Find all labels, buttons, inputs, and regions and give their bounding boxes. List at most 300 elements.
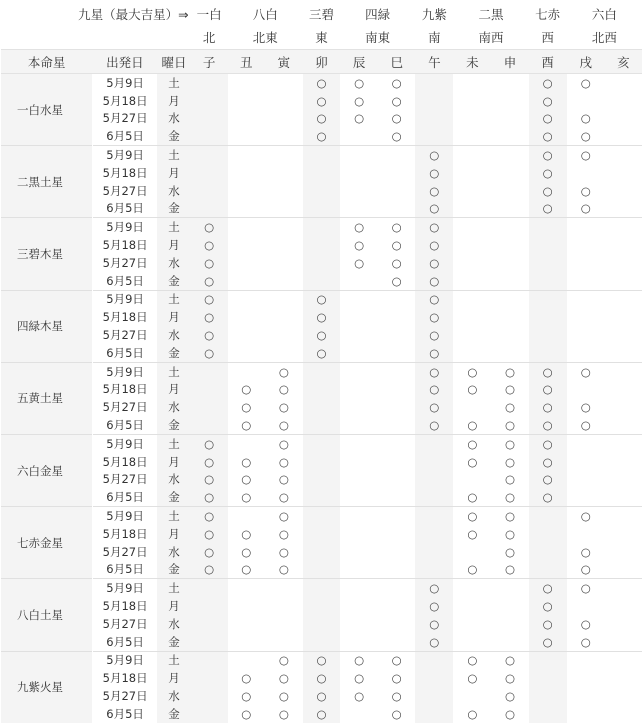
weekday: 月 xyxy=(157,597,190,615)
empty-cell xyxy=(378,344,415,362)
empty-cell xyxy=(605,561,642,579)
empty-cell xyxy=(605,127,642,145)
lucky-mark: ○ xyxy=(415,416,453,434)
lucky-mark: ○ xyxy=(567,74,605,92)
lucky-mark: ○ xyxy=(191,344,228,362)
empty-cell xyxy=(567,434,605,452)
weekday: 土 xyxy=(157,290,190,308)
table-row xyxy=(1,290,642,308)
empty-cell xyxy=(340,416,378,434)
empty-cell xyxy=(415,453,453,471)
table-row xyxy=(1,687,642,705)
lucky-mark: ○ xyxy=(415,254,453,272)
empty-cell xyxy=(529,254,567,272)
empty-cell xyxy=(191,615,228,633)
lucky-mark: ○ xyxy=(265,561,303,579)
lucky-mark: ○ xyxy=(228,543,265,561)
lucky-mark: ○ xyxy=(453,705,491,723)
table-row xyxy=(1,507,642,525)
lucky-mark: ○ xyxy=(303,669,340,687)
lucky-mark: ○ xyxy=(303,74,340,92)
honmei-star-label: 六白金星 xyxy=(1,434,92,506)
empty-cell xyxy=(605,488,642,506)
empty-cell xyxy=(567,669,605,687)
departure-date: 5月9日 xyxy=(92,362,157,380)
empty-cell xyxy=(491,92,528,110)
empty-cell xyxy=(228,579,265,597)
weekday: 水 xyxy=(157,543,190,561)
empty-cell xyxy=(491,579,528,597)
empty-cell xyxy=(265,164,303,182)
departure-date: 5月27日 xyxy=(92,398,157,416)
empty-cell xyxy=(265,110,303,128)
empty-cell xyxy=(265,579,303,597)
empty-cell xyxy=(529,543,567,561)
table-row xyxy=(1,200,642,218)
empty-cell xyxy=(340,488,378,506)
honmei-star-label: 四緑木星 xyxy=(1,290,92,362)
empty-cell xyxy=(529,344,567,362)
table-row xyxy=(1,182,642,200)
dir-west: 西 xyxy=(529,25,567,50)
empty-cell xyxy=(265,326,303,344)
departure-date: 5月27日 xyxy=(92,110,157,128)
empty-cell xyxy=(605,579,642,597)
lucky-mark: ○ xyxy=(191,488,228,506)
empty-cell xyxy=(453,200,491,218)
empty-cell xyxy=(567,272,605,290)
empty-cell xyxy=(303,200,340,218)
lucky-mark: ○ xyxy=(303,326,340,344)
empty-cell xyxy=(228,182,265,200)
empty-cell xyxy=(453,218,491,236)
empty-cell xyxy=(303,272,340,290)
col-weekday: 曜日 xyxy=(157,50,190,74)
empty-cell xyxy=(303,633,340,651)
empty-cell xyxy=(303,471,340,489)
lucky-mark: ○ xyxy=(191,434,228,452)
empty-cell xyxy=(378,597,415,615)
weekday: 水 xyxy=(157,615,190,633)
lucky-mark: ○ xyxy=(567,579,605,597)
empty-cell xyxy=(605,272,642,290)
table-row xyxy=(1,362,642,380)
lucky-mark: ○ xyxy=(529,200,567,218)
empty-cell xyxy=(378,182,415,200)
weekday: 土 xyxy=(157,146,190,164)
lucky-mark: ○ xyxy=(529,398,567,416)
lucky-mark: ○ xyxy=(529,362,567,380)
empty-cell xyxy=(491,308,528,326)
empty-cell xyxy=(340,597,378,615)
empty-cell xyxy=(567,687,605,705)
lucky-mark: ○ xyxy=(228,687,265,705)
empty-cell xyxy=(491,236,528,254)
col-ushi: 丑 xyxy=(228,50,265,74)
honmei-star-label: 二黒土星 xyxy=(1,146,92,218)
lucky-mark: ○ xyxy=(415,236,453,254)
table-row xyxy=(1,453,642,471)
empty-cell xyxy=(191,74,228,92)
empty-cell xyxy=(529,705,567,723)
empty-cell xyxy=(415,507,453,525)
empty-cell xyxy=(453,290,491,308)
lucky-mark: ○ xyxy=(303,687,340,705)
lucky-mark: ○ xyxy=(529,127,567,145)
lucky-mark: ○ xyxy=(415,290,453,308)
empty-cell xyxy=(378,543,415,561)
lucky-mark: ○ xyxy=(529,74,567,92)
empty-cell xyxy=(378,164,415,182)
empty-cell xyxy=(491,218,528,236)
empty-cell xyxy=(228,434,265,452)
empty-cell xyxy=(228,633,265,651)
lucky-mark: ○ xyxy=(265,398,303,416)
empty-cell xyxy=(605,633,642,651)
empty-cell xyxy=(491,615,528,633)
weekday: 土 xyxy=(157,434,190,452)
lucky-mark: ○ xyxy=(191,471,228,489)
empty-cell xyxy=(567,453,605,471)
lucky-mark: ○ xyxy=(491,705,528,723)
col-ne: 子 xyxy=(191,50,228,74)
lucky-mark: ○ xyxy=(415,362,453,380)
empty-cell xyxy=(529,236,567,254)
table-row xyxy=(1,525,642,543)
lucky-mark: ○ xyxy=(491,453,528,471)
empty-cell xyxy=(340,272,378,290)
lucky-mark: ○ xyxy=(567,615,605,633)
empty-cell xyxy=(340,633,378,651)
lucky-mark: ○ xyxy=(378,74,415,92)
col-mi: 巳 xyxy=(378,50,415,74)
empty-cell xyxy=(303,543,340,561)
empty-cell xyxy=(191,416,228,434)
empty-cell xyxy=(378,507,415,525)
empty-cell xyxy=(491,326,528,344)
empty-cell xyxy=(605,74,642,92)
empty-cell xyxy=(265,308,303,326)
departure-date: 5月9日 xyxy=(92,651,157,669)
lucky-mark: ○ xyxy=(265,453,303,471)
empty-cell xyxy=(605,597,642,615)
lucky-mark: ○ xyxy=(491,669,528,687)
empty-cell xyxy=(303,146,340,164)
table-row xyxy=(1,218,642,236)
empty-cell xyxy=(265,182,303,200)
departure-date: 6月5日 xyxy=(92,200,157,218)
empty-cell xyxy=(415,110,453,128)
lucky-mark: ○ xyxy=(491,398,528,416)
lucky-mark: ○ xyxy=(265,669,303,687)
lucky-mark: ○ xyxy=(453,362,491,380)
departure-date: 6月5日 xyxy=(92,705,157,723)
empty-cell xyxy=(567,164,605,182)
empty-cell xyxy=(567,290,605,308)
empty-cell xyxy=(605,182,642,200)
empty-cell xyxy=(605,326,642,344)
dir-east: 東 xyxy=(303,25,340,50)
lucky-mark: ○ xyxy=(491,543,528,561)
lucky-mark: ○ xyxy=(529,182,567,200)
table-row xyxy=(1,236,642,254)
empty-cell xyxy=(378,615,415,633)
dir-northwest: 北西 xyxy=(567,25,642,50)
departure-date: 5月27日 xyxy=(92,326,157,344)
lucky-mark: ○ xyxy=(265,488,303,506)
empty-cell xyxy=(378,326,415,344)
lucky-mark: ○ xyxy=(529,615,567,633)
honmei-star-label: 一白水星 xyxy=(1,74,92,146)
empty-cell xyxy=(453,74,491,92)
empty-cell xyxy=(191,164,228,182)
departure-date: 6月5日 xyxy=(92,272,157,290)
empty-cell xyxy=(567,597,605,615)
weekday: 金 xyxy=(157,705,190,723)
empty-cell xyxy=(415,651,453,669)
empty-cell xyxy=(228,272,265,290)
empty-cell xyxy=(567,92,605,110)
empty-cell xyxy=(378,290,415,308)
departure-date: 5月27日 xyxy=(92,543,157,561)
lucky-mark: ○ xyxy=(191,525,228,543)
lucky-mark: ○ xyxy=(453,669,491,687)
col-honmei: 本命星 xyxy=(1,50,92,74)
departure-date: 5月9日 xyxy=(92,146,157,164)
empty-cell xyxy=(529,218,567,236)
honmei-star-label: 九紫火星 xyxy=(1,651,92,723)
lucky-mark: ○ xyxy=(378,705,415,723)
lucky-mark: ○ xyxy=(567,561,605,579)
lucky-mark: ○ xyxy=(378,254,415,272)
col-tora: 寅 xyxy=(265,50,303,74)
departure-date: 5月9日 xyxy=(92,434,157,452)
lucky-mark: ○ xyxy=(453,453,491,471)
departure-date: 5月18日 xyxy=(92,669,157,687)
table-row xyxy=(1,146,642,164)
empty-cell xyxy=(265,218,303,236)
lucky-mark: ○ xyxy=(265,471,303,489)
empty-cell xyxy=(340,561,378,579)
lucky-mark: ○ xyxy=(303,705,340,723)
lucky-mark: ○ xyxy=(415,218,453,236)
lucky-mark: ○ xyxy=(529,471,567,489)
empty-cell xyxy=(491,127,528,145)
empty-cell xyxy=(453,326,491,344)
empty-cell xyxy=(191,146,228,164)
lucky-mark: ○ xyxy=(415,344,453,362)
weekday: 金 xyxy=(157,272,190,290)
empty-cell xyxy=(228,146,265,164)
empty-cell xyxy=(303,597,340,615)
lucky-mark: ○ xyxy=(303,651,340,669)
empty-cell xyxy=(605,669,642,687)
lucky-mark: ○ xyxy=(378,669,415,687)
lucky-mark: ○ xyxy=(415,633,453,651)
lucky-mark: ○ xyxy=(340,687,378,705)
empty-cell xyxy=(378,561,415,579)
lucky-mark: ○ xyxy=(491,507,528,525)
empty-cell xyxy=(605,705,642,723)
empty-cell xyxy=(191,579,228,597)
empty-cell xyxy=(605,525,642,543)
empty-cell xyxy=(415,543,453,561)
empty-cell xyxy=(340,434,378,452)
empty-cell xyxy=(567,218,605,236)
empty-cell xyxy=(191,200,228,218)
empty-cell xyxy=(453,633,491,651)
empty-cell xyxy=(228,218,265,236)
weekday: 月 xyxy=(157,164,190,182)
lucky-mark: ○ xyxy=(378,92,415,110)
empty-cell xyxy=(340,507,378,525)
lucky-mark: ○ xyxy=(529,453,567,471)
empty-cell xyxy=(415,434,453,452)
empty-cell xyxy=(529,290,567,308)
table-row xyxy=(1,164,642,182)
lucky-mark: ○ xyxy=(529,381,567,399)
lucky-mark: ○ xyxy=(415,200,453,218)
weekday: 水 xyxy=(157,110,190,128)
empty-cell xyxy=(567,381,605,399)
lucky-mark: ○ xyxy=(265,434,303,452)
col-i: 亥 xyxy=(605,50,642,74)
lucky-mark: ○ xyxy=(228,705,265,723)
empty-cell xyxy=(491,344,528,362)
empty-cell xyxy=(265,127,303,145)
header-star-roppaku: 六白 xyxy=(567,2,642,25)
empty-cell xyxy=(303,416,340,434)
table-row xyxy=(1,597,642,615)
lucky-mark: ○ xyxy=(529,164,567,182)
empty-cell xyxy=(567,344,605,362)
lucky-mark: ○ xyxy=(415,381,453,399)
col-date: 出発日 xyxy=(92,50,157,74)
empty-cell xyxy=(605,254,642,272)
empty-cell xyxy=(228,164,265,182)
lucky-mark: ○ xyxy=(491,488,528,506)
lucky-mark: ○ xyxy=(567,416,605,434)
table-row xyxy=(1,543,642,561)
weekday: 土 xyxy=(157,362,190,380)
lucky-mark: ○ xyxy=(453,488,491,506)
table-row xyxy=(1,398,642,416)
empty-cell xyxy=(303,615,340,633)
lucky-mark: ○ xyxy=(303,308,340,326)
weekday: 土 xyxy=(157,218,190,236)
table-row xyxy=(1,74,642,92)
lucky-mark: ○ xyxy=(303,110,340,128)
lucky-mark: ○ xyxy=(340,218,378,236)
departure-date: 5月18日 xyxy=(92,381,157,399)
empty-cell xyxy=(265,236,303,254)
lucky-mark: ○ xyxy=(191,561,228,579)
empty-cell xyxy=(303,254,340,272)
lucky-mark: ○ xyxy=(491,362,528,380)
empty-cell xyxy=(529,326,567,344)
empty-cell xyxy=(378,362,415,380)
empty-cell xyxy=(453,92,491,110)
lucky-mark: ○ xyxy=(303,290,340,308)
empty-cell xyxy=(605,146,642,164)
lucky-mark: ○ xyxy=(340,651,378,669)
empty-cell xyxy=(228,127,265,145)
empty-cell xyxy=(453,398,491,416)
empty-cell xyxy=(605,200,642,218)
table-row xyxy=(1,669,642,687)
lucky-mark: ○ xyxy=(567,127,605,145)
lucky-mark: ○ xyxy=(265,381,303,399)
empty-cell xyxy=(378,398,415,416)
empty-cell xyxy=(228,74,265,92)
empty-cell xyxy=(228,344,265,362)
empty-cell xyxy=(340,471,378,489)
weekday: 水 xyxy=(157,182,190,200)
empty-cell xyxy=(415,488,453,506)
weekday: 水 xyxy=(157,471,190,489)
lucky-mark: ○ xyxy=(265,543,303,561)
empty-cell xyxy=(605,434,642,452)
lucky-mark: ○ xyxy=(529,633,567,651)
lucky-mark: ○ xyxy=(529,92,567,110)
empty-cell xyxy=(191,633,228,651)
empty-cell xyxy=(453,182,491,200)
col-tori: 酉 xyxy=(529,50,567,74)
empty-cell xyxy=(228,597,265,615)
lucky-mark: ○ xyxy=(453,434,491,452)
departure-date: 6月5日 xyxy=(92,416,157,434)
col-u: 卯 xyxy=(303,50,340,74)
table-row xyxy=(1,381,642,399)
departure-date: 5月18日 xyxy=(92,525,157,543)
empty-cell xyxy=(228,254,265,272)
lucky-mark: ○ xyxy=(228,453,265,471)
lucky-mark: ○ xyxy=(567,362,605,380)
lucky-mark: ○ xyxy=(228,525,265,543)
empty-cell xyxy=(228,308,265,326)
empty-cell xyxy=(453,615,491,633)
lucky-mark: ○ xyxy=(567,110,605,128)
weekday: 金 xyxy=(157,561,190,579)
weekday: 金 xyxy=(157,416,190,434)
empty-cell xyxy=(529,561,567,579)
table-row xyxy=(1,272,642,290)
empty-cell xyxy=(265,200,303,218)
weekday: 金 xyxy=(157,127,190,145)
lucky-mark: ○ xyxy=(340,74,378,92)
departure-date: 6月5日 xyxy=(92,127,157,145)
empty-cell xyxy=(191,651,228,669)
empty-cell xyxy=(265,633,303,651)
empty-cell xyxy=(567,326,605,344)
lucky-mark: ○ xyxy=(415,308,453,326)
lucky-mark: ○ xyxy=(265,687,303,705)
header-row-directions xyxy=(1,25,642,50)
col-hitsuji: 未 xyxy=(453,50,491,74)
empty-cell xyxy=(191,398,228,416)
empty-cell xyxy=(567,236,605,254)
table-row xyxy=(1,326,642,344)
empty-cell xyxy=(303,561,340,579)
departure-date: 5月9日 xyxy=(92,579,157,597)
empty-cell xyxy=(303,182,340,200)
lucky-mark: ○ xyxy=(491,434,528,452)
weekday: 水 xyxy=(157,687,190,705)
empty-cell xyxy=(415,525,453,543)
empty-cell xyxy=(303,164,340,182)
empty-cell xyxy=(228,507,265,525)
lucky-mark: ○ xyxy=(378,272,415,290)
